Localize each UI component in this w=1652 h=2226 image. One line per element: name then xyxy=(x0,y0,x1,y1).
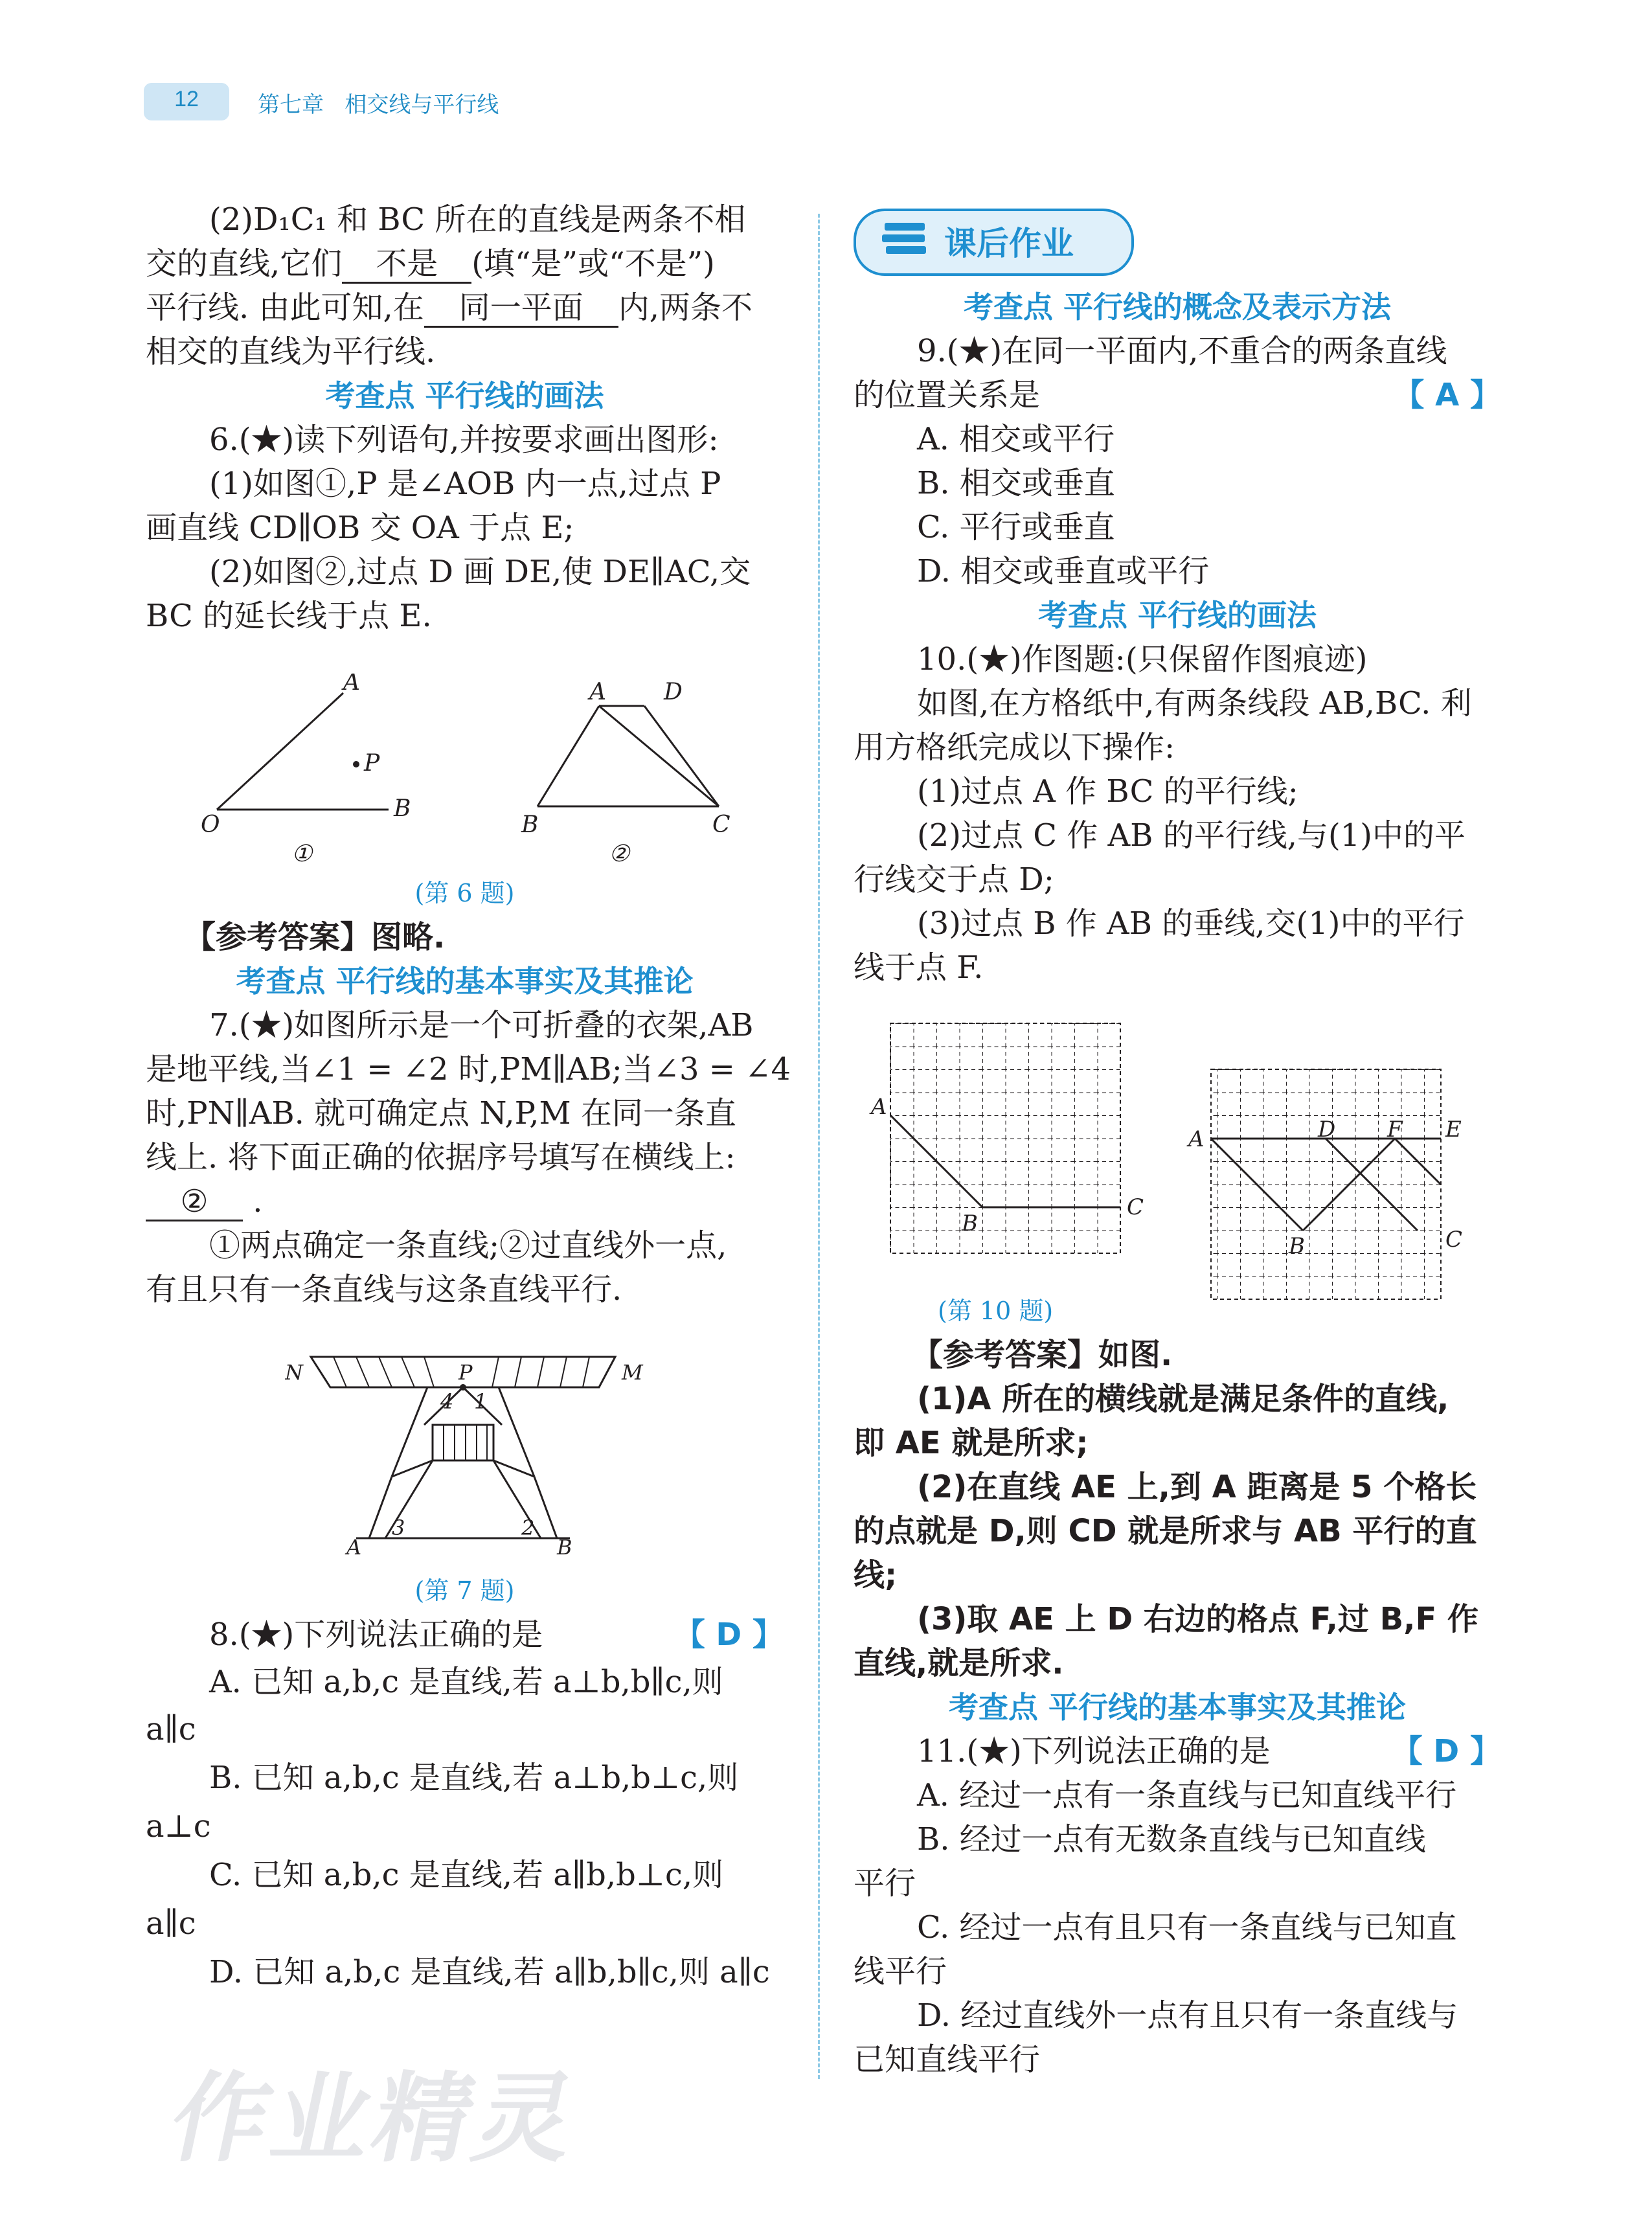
q11-option-d: 已知直线平行 xyxy=(854,2041,1041,2078)
q11-stem: 11.(★)下列说法正确的是 【 D 】 xyxy=(854,1729,1501,1773)
q10-line: 用方格纸完成以下操作: xyxy=(854,729,1175,766)
q9-option-b: B. 相交或垂直 xyxy=(917,465,1115,501)
q11-option-c: 线平行 xyxy=(854,1953,947,1990)
answer-10: 的点就是 D,则 CD 就是所求与 AB 平行的直 xyxy=(854,1513,1477,1549)
q10-line: (3)过点 B 作 AB 的垂线,交(1)中的平行 xyxy=(917,905,1465,942)
figure-caption: (第 10 题) xyxy=(938,1297,1054,1325)
section-heading: 考查点 平行线的基本事实及其推论 xyxy=(236,964,694,999)
label-B: B xyxy=(962,1210,978,1236)
section-heading: 考查点 平行线的基本事实及其推论 xyxy=(948,1690,1406,1725)
label-E2: E xyxy=(1445,1117,1462,1142)
right-column-bottom xyxy=(854,1289,1501,2082)
q11-option-c: C. 经过一点有且只有一条直线与已知直 xyxy=(917,1909,1457,1946)
q8-option-d: D. 已知 a,b,c 是直线,若 a∥b,b∥c,则 a∥c xyxy=(209,1954,770,1990)
label-A2: A xyxy=(589,679,606,705)
label-M: M xyxy=(622,1360,643,1385)
q10-line: 行线交于点 D; xyxy=(854,861,1054,898)
right-column xyxy=(854,285,1501,990)
answer-6: 【参考答案】图略. xyxy=(185,919,446,955)
q5-line: 交的直线,它们 不是 (填“是”或“不是”) xyxy=(146,242,784,286)
column-divider xyxy=(818,214,820,2079)
section-heading: 考查点 平行线的概念及表示方法 xyxy=(963,290,1391,324)
answer-10: 即 AE 就是所求; xyxy=(854,1425,1089,1461)
label-fig-1: ① xyxy=(291,841,313,867)
q7-line: 线上. 将下面正确的依据序号填写在横线上: xyxy=(146,1139,736,1175)
section-heading: 考查点 平行线的画法 xyxy=(325,378,604,413)
answer-10: 线; xyxy=(854,1557,898,1593)
q8-option-a: a∥c xyxy=(146,1711,196,1747)
q8-answer: 【 D 】 xyxy=(673,1617,784,1653)
q10-line: 10.(★)作图题:(只保留作图痕迹) xyxy=(917,641,1368,677)
q7-line: ② . xyxy=(146,1179,784,1223)
banner-title: 课后作业 xyxy=(944,225,1074,262)
q10-line: 如图,在方格纸中,有两条线段 AB,BC. 利 xyxy=(917,685,1472,721)
label-P: P xyxy=(364,750,380,777)
q7-line: 时,PN∥AB. 就可确定点 N,P,M 在同一条直 xyxy=(146,1095,736,1131)
q8-option-c: C. 已知 a,b,c 是直线,若 a∥b,b⊥c,则 xyxy=(209,1857,724,1893)
label-B2: B xyxy=(521,812,539,838)
q6-line: BC 的延长线于点 E. xyxy=(146,598,432,634)
q6-line: (2)如图②,过点 D 画 DE,使 DE∥AC,交 xyxy=(209,554,751,590)
q11-option-b: 平行 xyxy=(854,1865,916,1902)
q9-line: 的位置关系是 【 A 】 xyxy=(854,373,1501,417)
q6-line: 画直线 CD∥OB 交 OA 于点 E; xyxy=(146,510,574,546)
q5-line: (2)D₁C₁ 和 BC 所在的直线是两条不相 xyxy=(209,201,746,238)
q11-option-a: A. 经过一点有一条直线与已知直线平行 xyxy=(917,1777,1457,1813)
label-A2: A xyxy=(1188,1126,1205,1152)
figure-caption: (第 7 题) xyxy=(414,1576,515,1605)
answer-10: (3)取 AE 上 D 右边的格点 F,过 B,F 作 xyxy=(917,1601,1478,1637)
chapter-title: 第七章 相交线与平行线 xyxy=(258,92,499,118)
q7-blank: ② xyxy=(146,1183,243,1221)
label-C: C xyxy=(1127,1194,1144,1220)
q9-line: 9.(★)在同一平面内,不重合的两条直线 xyxy=(917,333,1447,369)
answer-10: (2)在直线 AE 上,到 A 距离是 5 个格长 xyxy=(917,1469,1477,1505)
q10-line: (2)过点 C 作 AB 的平行线,与(1)中的平 xyxy=(917,817,1465,854)
figure-caption: (第 6 题) xyxy=(414,879,515,907)
label-B2: B xyxy=(1289,1233,1305,1259)
label-F2: F xyxy=(1387,1117,1403,1142)
q9-option-a: A. 相交或平行 xyxy=(917,421,1115,457)
q11-option-d: D. 经过直线外一点有且只有一条直线与 xyxy=(917,1997,1458,2034)
section-heading: 考查点 平行线的画法 xyxy=(1037,598,1317,633)
q8-option-b: a⊥c xyxy=(146,1808,211,1845)
q8-option-b: B. 已知 a,b,c 是直线,若 a⊥b,b⊥c,则 xyxy=(209,1760,739,1796)
label-A: A xyxy=(346,1535,362,1560)
answer-10: 直线,就是所求. xyxy=(854,1645,1064,1681)
q7-line: ①两点确定一条直线;②过直线外一点, xyxy=(209,1227,727,1264)
answer-10: 【参考答案】如图. xyxy=(912,1337,1173,1373)
q10-line: 线于点 F. xyxy=(854,949,984,986)
label-C2: C xyxy=(712,812,730,838)
q11-answer: 【 D 】 xyxy=(1391,1733,1501,1769)
label-C2: C xyxy=(1445,1227,1463,1253)
label-B: B xyxy=(394,795,411,822)
q6-line: 6.(★)读下列语句,并按要求画出图形: xyxy=(209,422,719,458)
q8-option-a: A. 已知 a,b,c 是直线,若 a⊥b,b∥c,则 xyxy=(209,1664,723,1700)
angle-4: 4 xyxy=(440,1389,454,1414)
q7-line: 7.(★)如图所示是一个可折叠的衣架,AB xyxy=(209,1007,754,1043)
q5-blank-1: 不是 xyxy=(342,245,471,284)
figure-6 xyxy=(194,674,777,868)
q5-blank-2: 同一平面 xyxy=(424,290,618,328)
figure-7 xyxy=(285,1354,648,1561)
q5-line: 相交的直线为平行线. xyxy=(146,334,436,370)
q7-line: 是地平线,当∠1 = ∠2 时,PM∥AB;当∠3 = ∠4 xyxy=(146,1051,791,1087)
figure-10 xyxy=(861,1017,1496,1321)
label-N: N xyxy=(285,1360,303,1385)
q9-option-d: D. 相交或垂直或平行 xyxy=(917,553,1210,589)
label-O: O xyxy=(201,812,220,838)
q8-option-c: a∥c xyxy=(146,1905,196,1942)
label-P: P xyxy=(458,1360,473,1385)
label-A: A xyxy=(343,674,360,696)
q8-stem: 8.(★)下列说法正确的是 【 D 】 xyxy=(146,1613,784,1657)
label-D2: D xyxy=(1318,1117,1336,1142)
watermark: 作业精灵 xyxy=(161,2063,589,2175)
answer-10: (1)A 所在的横线就是满足条件的直线, xyxy=(917,1381,1449,1417)
angle-3: 3 xyxy=(392,1516,405,1540)
q5-line: 平行线. 由此可知,在 同一平面 内,两条不 xyxy=(146,286,784,330)
q7-line: 有且只有一条直线与这条直线平行. xyxy=(146,1271,622,1308)
page-number: 12 xyxy=(174,87,199,111)
q11-option-b: B. 经过一点有无数条直线与已知直线 xyxy=(917,1821,1426,1857)
books-icon xyxy=(879,219,931,260)
q9-option-c: C. 平行或垂直 xyxy=(917,509,1115,545)
left-column-mid xyxy=(146,871,791,1312)
label-D2: D xyxy=(664,679,683,705)
label-B: B xyxy=(557,1535,572,1560)
angle-1: 1 xyxy=(474,1389,488,1414)
label-A: A xyxy=(871,1094,887,1120)
q10-line: (1)过点 A 作 BC 的平行线; xyxy=(917,773,1298,810)
left-column xyxy=(146,198,784,638)
angle-2: 2 xyxy=(521,1516,535,1540)
left-column-bottom xyxy=(146,1569,784,1999)
q9-answer: 【 A 】 xyxy=(1393,377,1501,413)
label-fig-2: ② xyxy=(609,841,630,867)
q6-line: (1)如图①,P 是∠AOB 内一点,过点 P xyxy=(209,466,721,502)
